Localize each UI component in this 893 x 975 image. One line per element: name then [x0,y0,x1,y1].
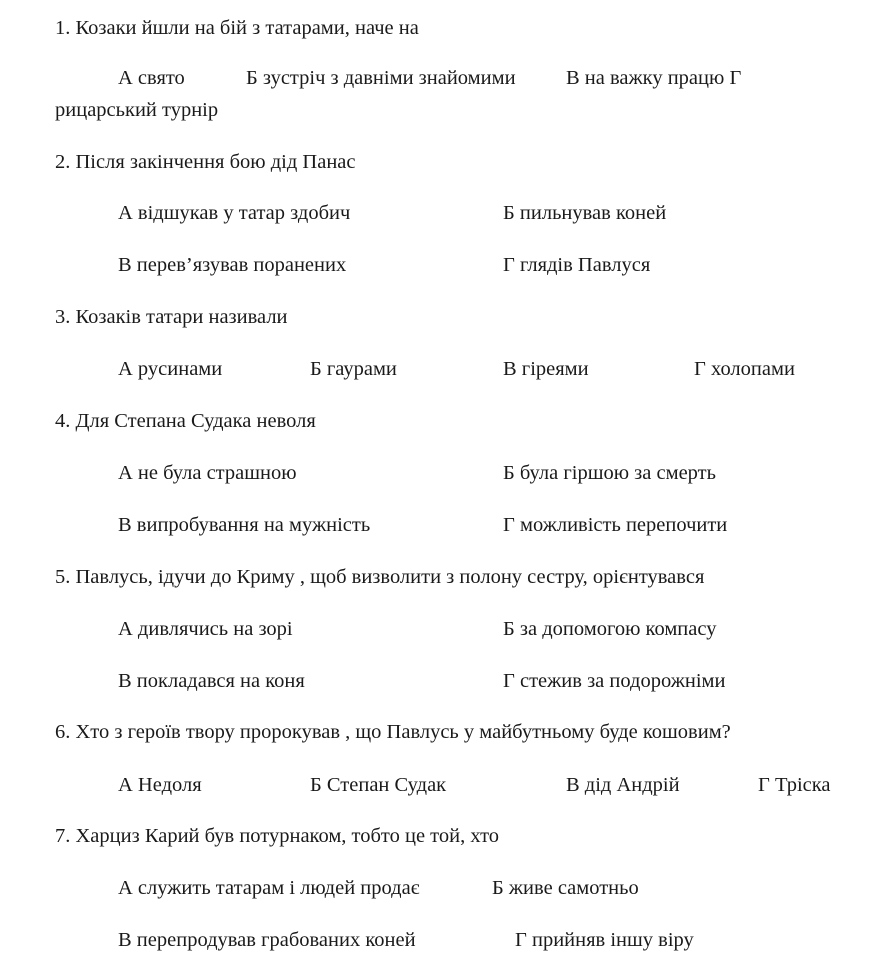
question-1-option-b: Б зустріч з давніми знайомими [246,67,516,89]
question-7-option-d: Г прийняв іншу віру [515,929,694,951]
question-4-option-c: В випробування на мужність [118,514,371,536]
question-7-option-a: А служить татарам і людей продає [118,877,420,899]
question-1-stem: 1. Козаки йшли на бій з татарами, наче на [55,17,419,39]
question-5-stem: 5. Павлусь, ідучи до Криму , щоб визволити з полону сестру, орієнтувався [55,566,705,588]
question-6-stem: 6. Хто з героїв твору пророкував , що Павлусь у майбутньому буде кошовим? [55,721,731,743]
question-4-option-a: А не була страшною [118,462,297,484]
question-2-option-c: В перев’язував поранених [118,254,347,276]
question-5-option-a: А дивлячись на зорі [118,618,293,640]
question-3-option-a: А русинами [118,358,223,380]
question-1-option-a: А свято [118,67,185,89]
question-5-option-b: Б за допомогою компасу [503,618,717,640]
question-4-option-b: Б була гіршою за смерть [503,462,716,484]
question-3-stem: 3. Козаків татари називали [55,306,288,328]
question-6-option-d: Г Тріска [758,774,831,796]
question-2-option-b: Б пильнував коней [503,202,667,224]
question-6-option-b: Б Степан Судак [310,774,447,796]
question-7-stem: 7. Харциз Карий був потурнаком, тобто це той, хто [55,825,500,847]
question-2-stem: 2. Після закінчення бою дід Панас [55,151,356,173]
question-5-option-c: В покладався на коня [118,670,305,692]
question-4-stem: 4. Для Степана Судака неволя [55,410,316,432]
question-3-option-b: Б гаурами [310,358,397,380]
question-6-option-a: А Недоля [118,774,202,796]
question-6-option-c: В дід Андрій [566,774,680,796]
question-3-option-c: В гіреями [503,358,589,380]
question-1-option-c: В на важку працю Г [566,67,742,89]
question-3-option-d: Г холопами [694,358,795,380]
question-7-option-b: Б живе самотньо [492,877,639,899]
question-5-option-d: Г стежив за подорожніми [503,670,726,692]
question-7-option-c: В перепродував грабованих коней [118,929,416,951]
question-4-option-d: Г можливість перепочити [503,514,728,536]
question-1-option-d: рицарський турнір [55,99,219,121]
question-2-option-d: Г глядів Павлуся [503,254,651,276]
question-2-option-a: А відшукав у татар здобич [118,202,351,224]
